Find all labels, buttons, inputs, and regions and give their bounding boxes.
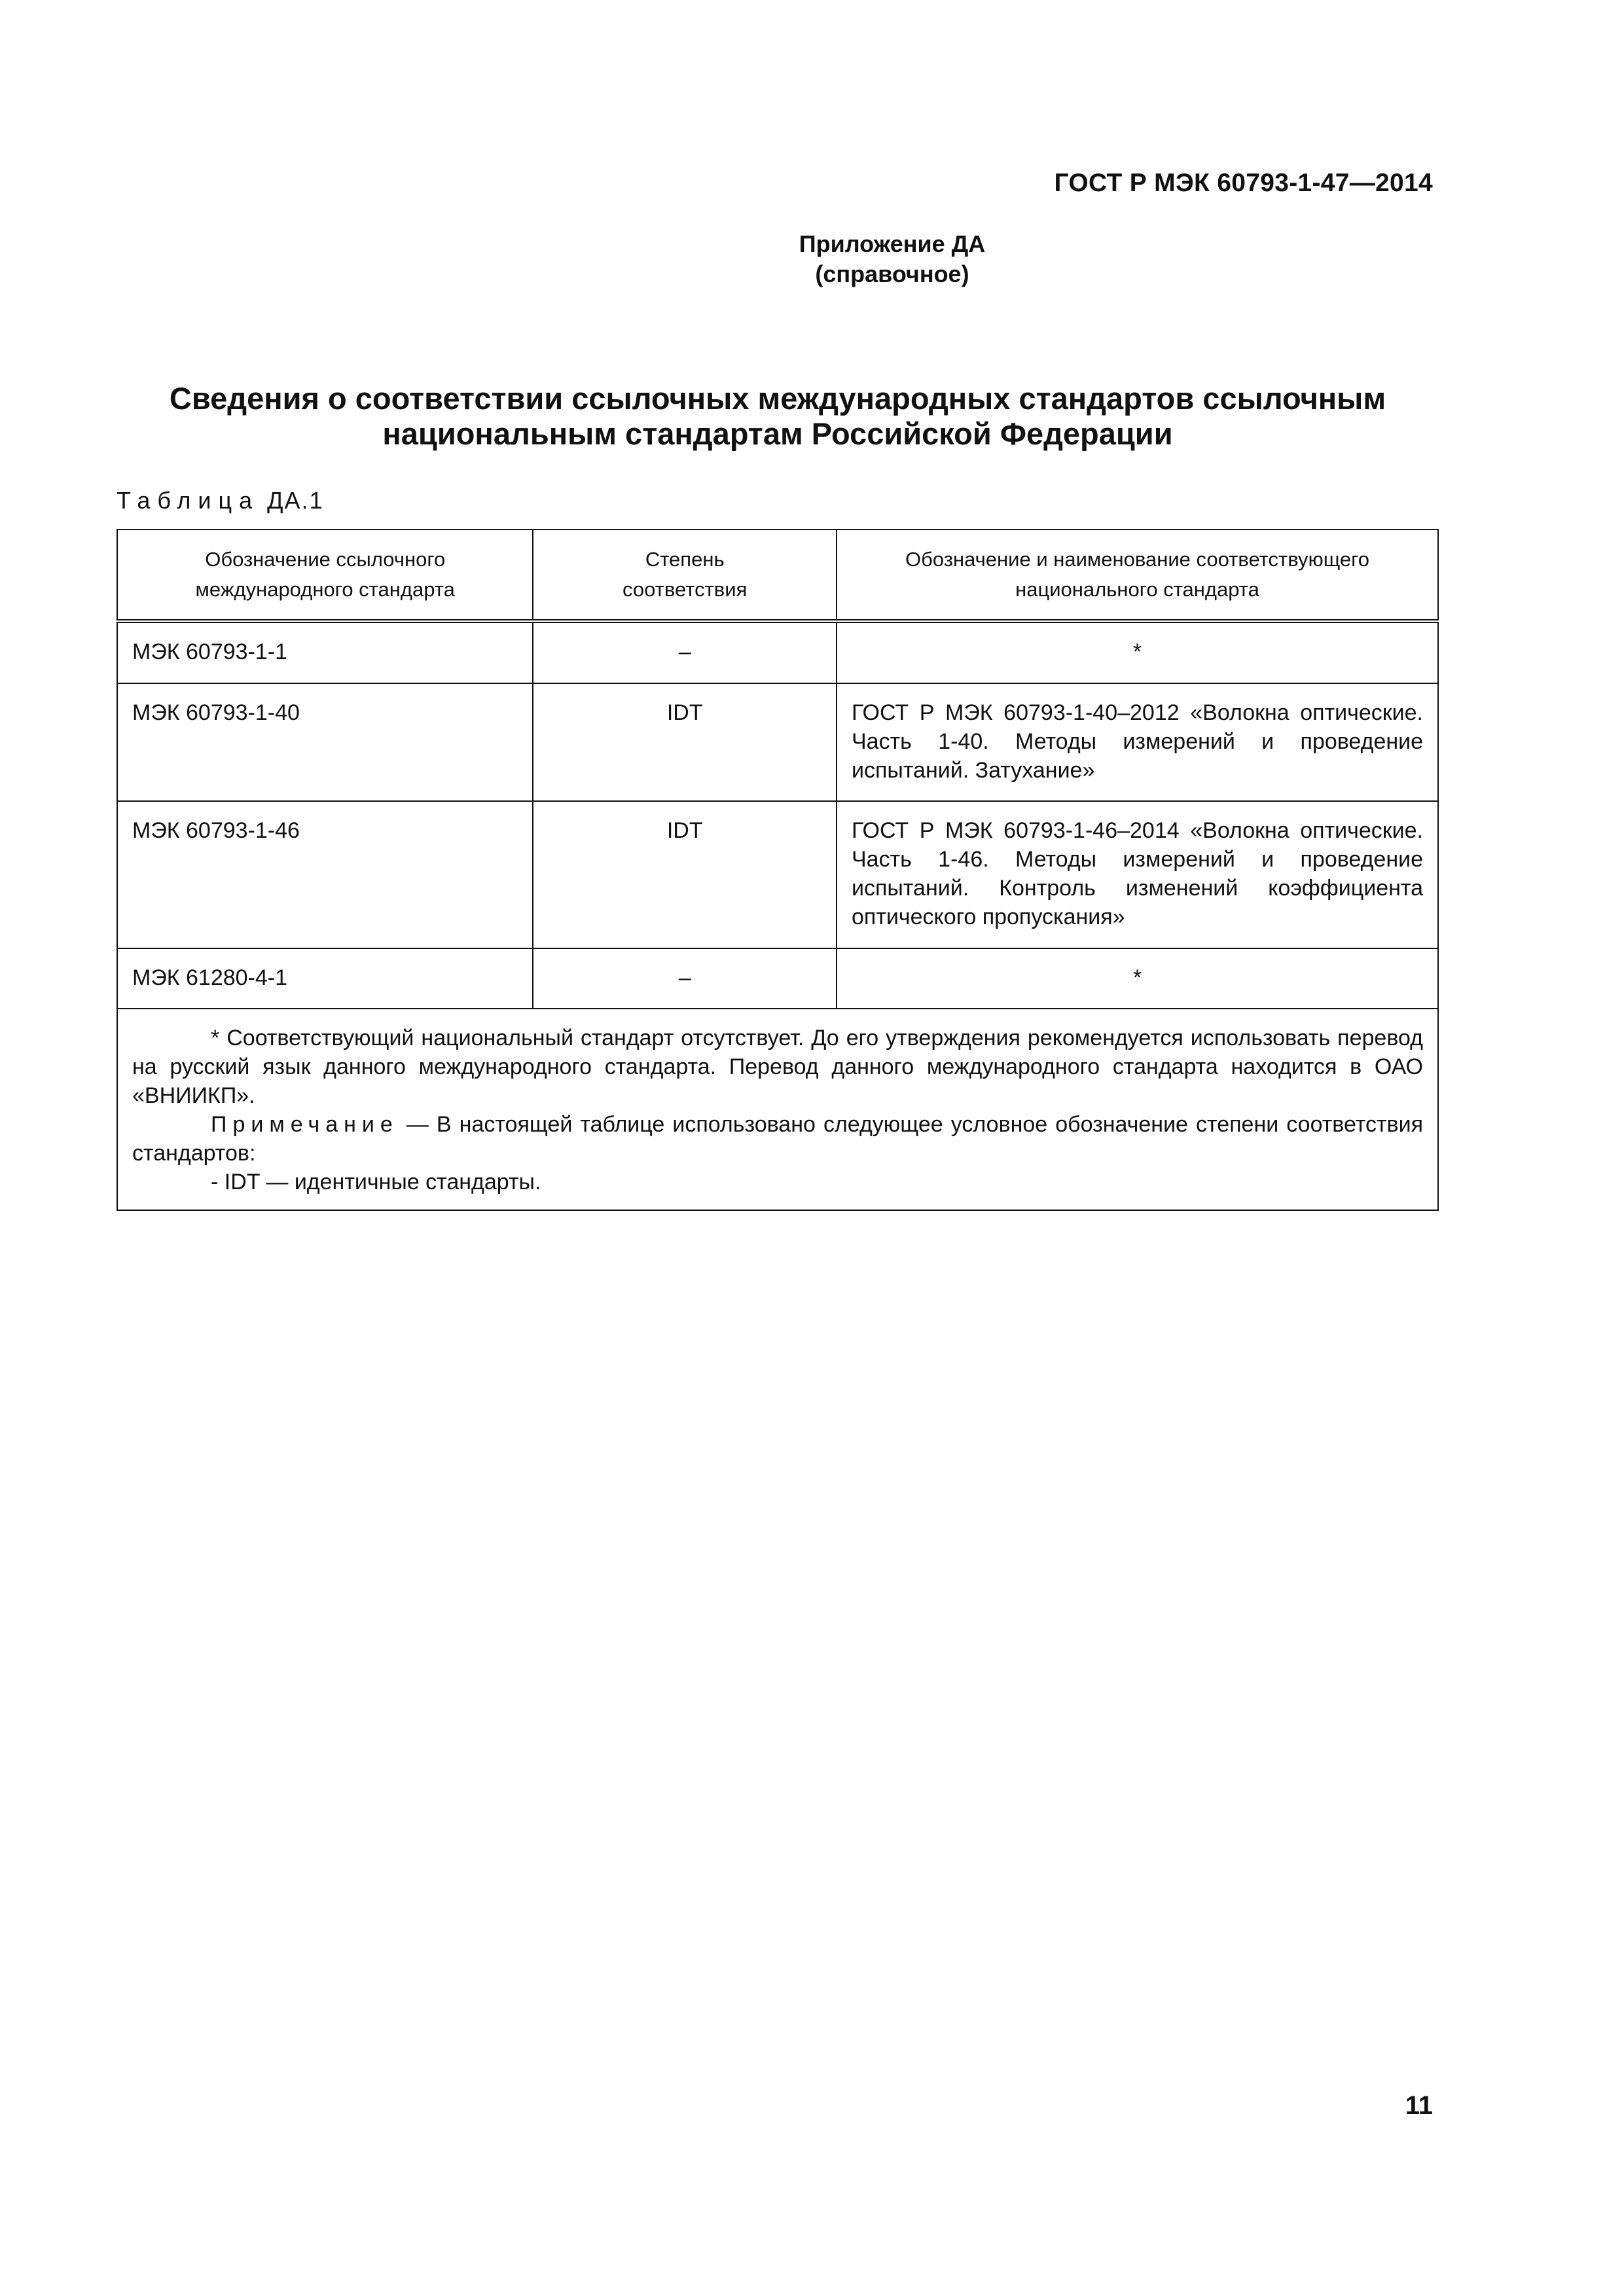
cell-national: ГОСТ Р МЭК 60793-1-46–2014 «Волокна оптические. Часть 1-46. Методы измерений и проведение испытаний. Контроль изменений коэффициента оптического пропускания» — [837, 801, 1438, 948]
note-paragraph — [132, 1110, 1423, 1168]
cell-degree: IDT — [533, 683, 837, 801]
table-notes — [117, 1009, 1438, 1210]
cell-designation: МЭК 60793-1-1 — [117, 621, 533, 683]
cell-designation: МЭК 60793-1-40 — [117, 683, 533, 801]
section-title — [117, 381, 1439, 452]
appendix-heading — [0, 229, 1624, 289]
header-degree-line1: Степень — [645, 548, 725, 571]
header-national-line1: Обозначение и наименование соответствующего — [905, 548, 1370, 571]
cell-degree: IDT — [533, 801, 837, 948]
document-code: ГОСТ Р МЭК 60793-1-47—2014 — [1054, 169, 1433, 197]
appendix-title: Приложение ДА — [799, 230, 986, 257]
header-national — [837, 529, 1438, 621]
appendix-status: (справочное) — [815, 260, 969, 287]
cell-designation: МЭК 61280-4-1 — [117, 948, 533, 1009]
standards-table — [117, 529, 1439, 1211]
header-designation — [117, 529, 533, 621]
header-national-line2: национального стандарта — [1015, 578, 1259, 601]
cell-national: ГОСТ Р МЭК 60793-1-40–2012 «Волокна оптические. Часть 1-40. Методы измерений и проведение испытаний. Затухание» — [837, 683, 1438, 801]
table-caption-number: ДА.1 — [267, 487, 324, 514]
table-row — [117, 801, 1438, 948]
table-caption-word: Таблица — [117, 487, 260, 514]
cell-degree: – — [533, 621, 837, 683]
table-row — [117, 683, 1438, 801]
footnote-text: * Соответствующий национальный стандарт отсутствует. До его утверждения рекомендуется использовать перевод на русский язык данного международного стандарта. Перевод данного международного стандарта находится в ОАО «ВНИИКП». — [132, 1026, 1423, 1108]
table-notes-row — [117, 1009, 1438, 1210]
idt-definition: - IDT — идентичные стандарты. — [211, 1170, 541, 1194]
note-text: — В настоящей таблице использовано следующее условное обозначение степени соответствия стандартов: — [132, 1112, 1423, 1166]
table-row — [117, 948, 1438, 1009]
cell-designation: МЭК 60793-1-46 — [117, 801, 533, 948]
header-designation-line2: международного стандарта — [195, 578, 455, 601]
cell-degree: – — [533, 948, 837, 1009]
header-degree — [533, 529, 837, 621]
note-label: Примечание — [211, 1112, 399, 1137]
cell-national: * — [837, 948, 1438, 1009]
table-caption — [117, 487, 324, 514]
table-row — [117, 621, 1438, 683]
page-number: 11 — [1405, 2091, 1433, 2120]
header-designation-line1: Обозначение ссылочного — [205, 548, 446, 571]
section-title-line1: Сведения о соответствии ссылочных международных стандартов ссылочным — [169, 381, 1386, 416]
table-header-row — [117, 529, 1438, 621]
cell-national: * — [837, 621, 1438, 683]
section-title-line2: национальным стандартам Российской Федерации — [382, 416, 1173, 451]
header-degree-line2: соответствия — [623, 578, 748, 601]
